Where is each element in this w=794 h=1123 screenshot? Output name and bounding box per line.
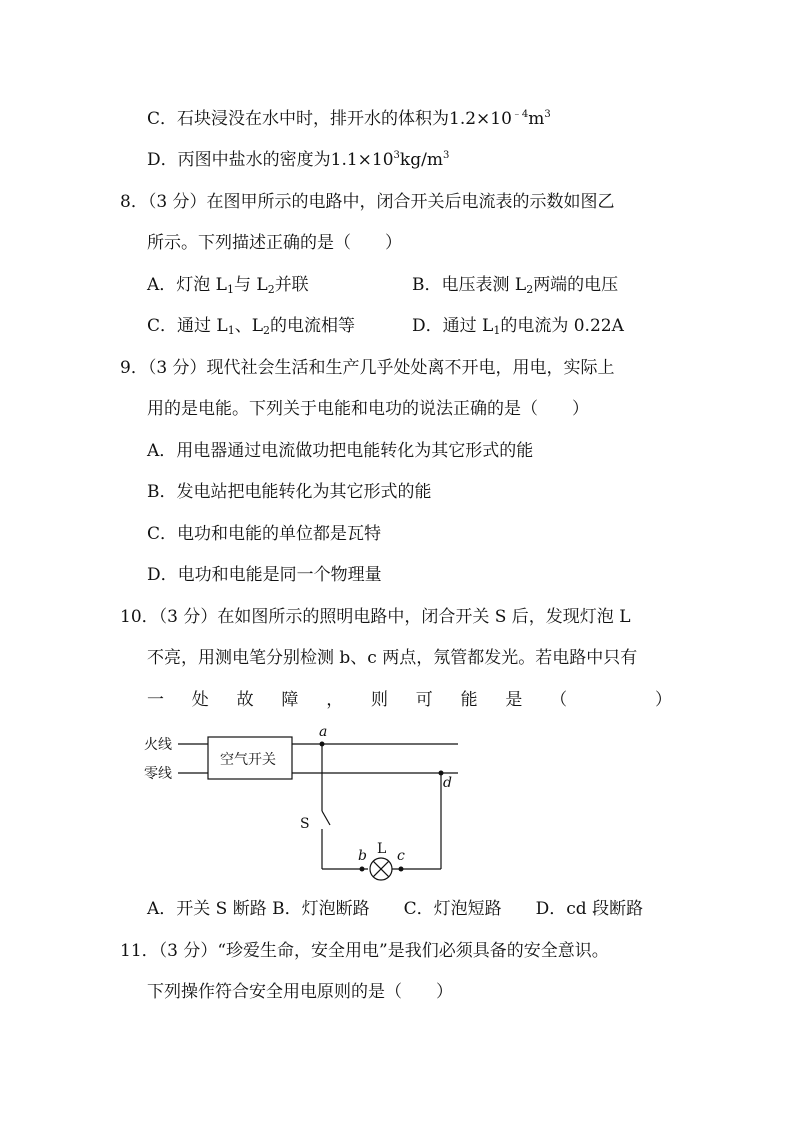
q8-option-d-text: D．通过 L: [412, 316, 494, 336]
q8-option-c-text: C．通过 L: [147, 316, 228, 336]
air-breaker-label: 空气开关: [220, 752, 276, 768]
point-d-label: d: [443, 775, 452, 791]
q8-option-a-text: A．灯泡 L: [147, 275, 227, 295]
q10-line3-char: ，: [326, 690, 344, 710]
q8-option-c-mid: 、L: [234, 316, 263, 336]
q8-option-d-sub: 1: [493, 324, 501, 337]
point-c-label: c: [397, 848, 405, 864]
q10-line3-char: （: [550, 690, 568, 710]
q8-option-b-post: 两端的电压: [533, 275, 619, 295]
q9-option-b: B．发电站把电能转化为其它形式的能: [147, 482, 432, 502]
q8-option-a-post: 并联: [274, 275, 309, 295]
q7-option-d-unit: kg/m: [399, 150, 443, 170]
q9-option-a: A．用电器通过电流做功把电能转化为其它形式的能: [147, 441, 534, 461]
q10-line3-char: 障: [281, 690, 299, 710]
q10-circuit-diagram: [140, 725, 470, 885]
lamp-l-label: L: [377, 841, 387, 857]
q11-stem-line2: 下列操作符合安全用电原则的是（ ）: [147, 982, 453, 1002]
q10-line3-char: 是: [505, 690, 523, 710]
node-c: [399, 867, 404, 872]
q8-option-a-sub1: 1: [226, 283, 234, 296]
q7-option-d-text: D．丙图中盐水的密度为1.1×10: [147, 150, 394, 170]
q7-option-d: [147, 149, 449, 171]
q7-option-c-text: C．石块浸没在水中时，排开水的体积为1.2×10: [147, 109, 512, 129]
q8-option-a-mid: 与 L: [233, 275, 268, 295]
q8-option-d: [412, 315, 624, 337]
q8-stem-line2: 所示。下列描述正确的是（ ）: [147, 233, 402, 253]
point-a-label: a: [319, 725, 328, 740]
q10-stem-line1: 10．（3 分）在如图所示的照明电路中，闭合开关 S 后，发现灯泡 L: [120, 607, 631, 627]
q8-option-c: [147, 315, 355, 337]
q8-option-d-post: 的电流为 0.22A: [500, 316, 624, 336]
switch-s: [322, 811, 330, 825]
q10-stem-line2: 不亮，用测电笔分别检测 b、c 两点，氖管都发光。若电路中只有: [147, 648, 638, 668]
q10-line3-char: 故: [236, 690, 254, 710]
node-b: [360, 867, 365, 872]
q8-option-b-text: B．电压表测 L: [412, 275, 527, 295]
q8-option-c-sub1: 1: [227, 324, 235, 337]
q10-line3-char: 一: [147, 690, 164, 710]
live-wire-label: 火线: [144, 737, 172, 753]
q7-option-d-unit-power: 3: [442, 150, 450, 161]
q10-stem-line3: [147, 689, 672, 711]
q8-option-b: [412, 274, 618, 296]
point-b-label: b: [358, 848, 367, 864]
q10-line3-char: 能: [460, 690, 478, 710]
q10-line3-char: 可: [415, 690, 433, 710]
q7-option-c-unit-power: 3: [544, 109, 551, 120]
neutral-wire-label: 零线: [144, 766, 172, 782]
q9-option-c: C．电功和电能的单位都是瓦特: [147, 524, 382, 544]
q10-line3-char: ）: [654, 690, 672, 710]
q9-stem-line1: 9．（3 分）现代社会生活和生产几乎处处离不开电，用电，实际上: [120, 358, 615, 378]
q8-stem-line1: 8．（3 分）在图甲所示的电路中，闭合开关后电流表的示数如图乙: [120, 192, 615, 212]
switch-s-label: S: [300, 816, 310, 832]
q9-stem-line2: 用的是电能。下列关于电能和电功的说法正确的是（ ）: [147, 399, 589, 419]
q8-option-c-post: 的电流相等: [270, 316, 355, 336]
q10-line3-char: 处: [191, 690, 209, 710]
q7-option-d-exponent: 3: [393, 150, 400, 161]
q10-options: A．开关 S 断路 B．灯泡断路 C．灯泡短路 D．cd 段断路: [147, 899, 644, 919]
q7-option-c: [147, 108, 551, 130]
q9-option-d: D．电功和电能是同一个物理量: [147, 565, 382, 585]
q8-option-c-sub2: 2: [263, 324, 270, 337]
q10-line3-char: 则: [370, 690, 388, 710]
q7-option-c-exponent: ﹣4: [511, 109, 529, 120]
q8-option-a-sub2: 2: [267, 283, 275, 296]
q11-stem-line1: 11．（3 分）“珍爱生命，安全用电”是我们必须具备的安全意识。: [120, 941, 609, 961]
q8-option-b-sub: 2: [526, 283, 534, 296]
q7-option-c-unit: m: [528, 109, 545, 129]
q8-option-a: [147, 274, 309, 296]
